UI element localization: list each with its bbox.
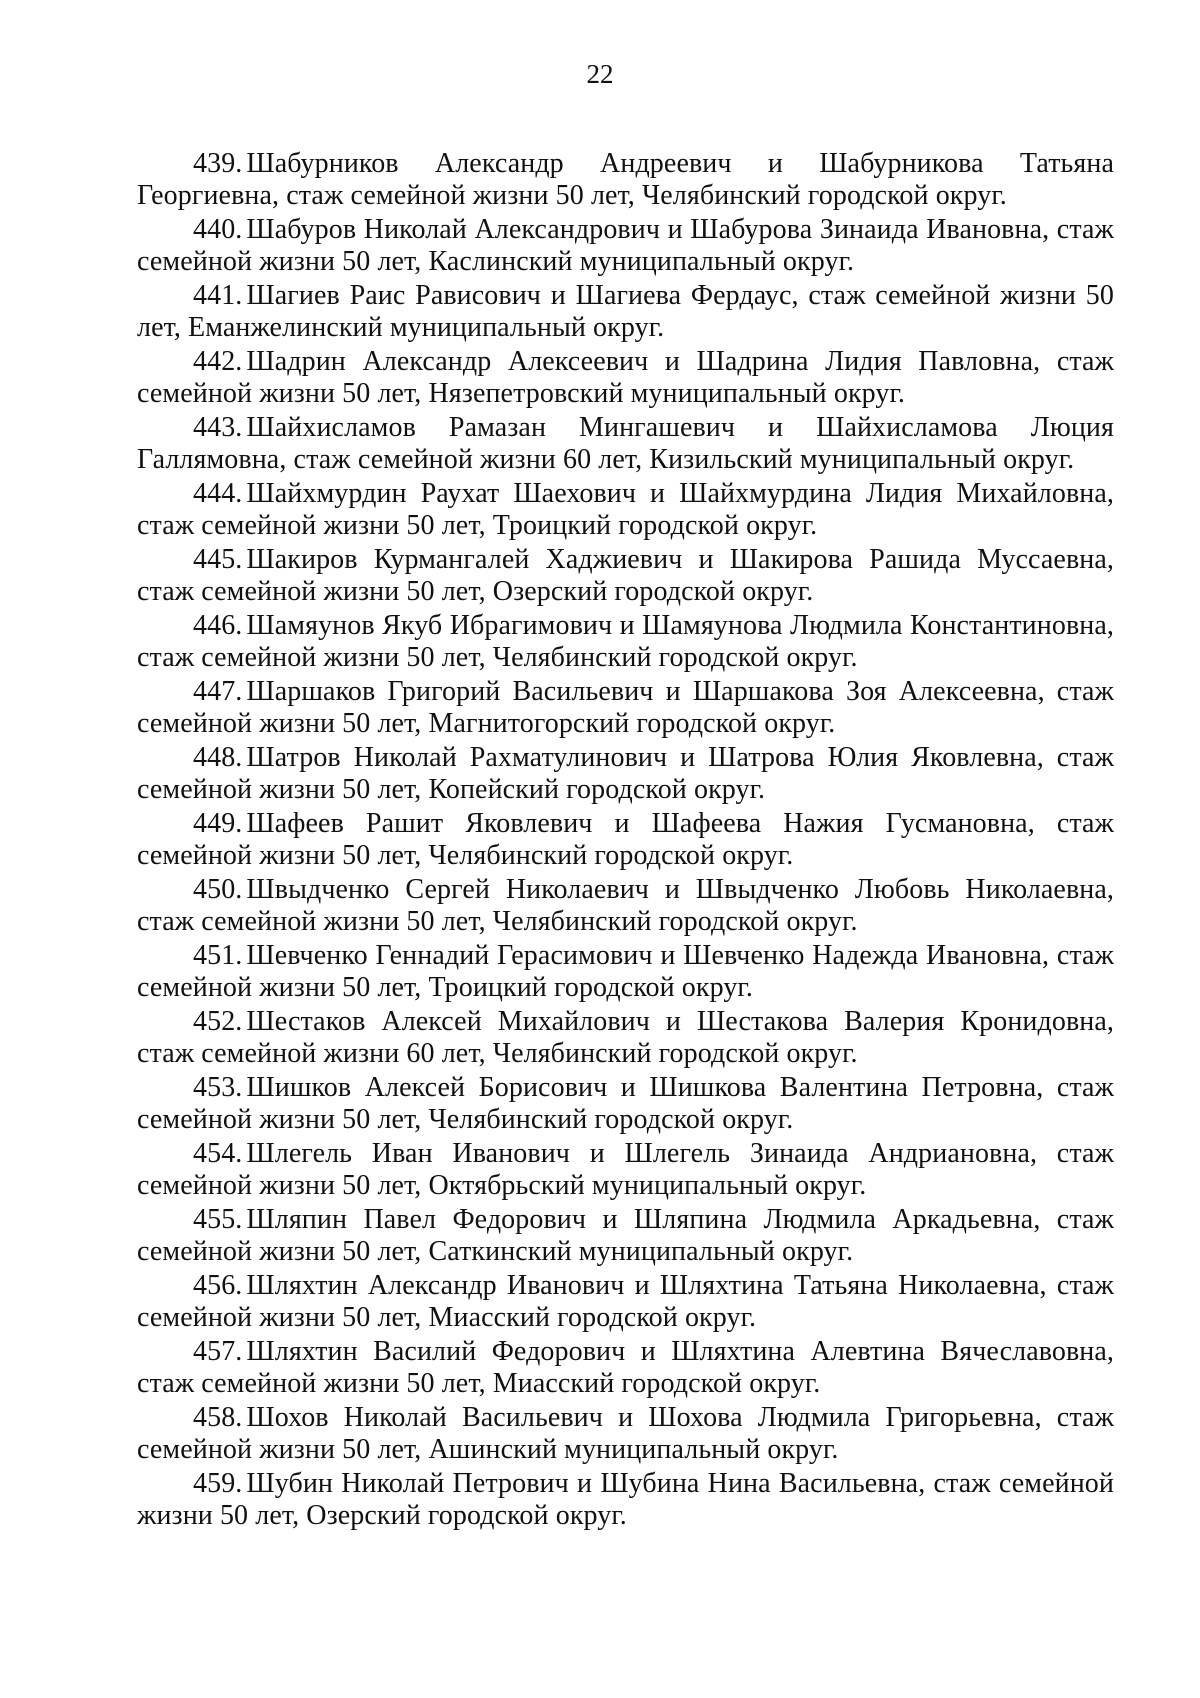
list-item (137, 676, 1114, 742)
entry-text: Швыдченко Сергей Николаевич и Швыдченко Любовь Николаевна, стаж семейной жизни 50 лет, Челябинский городской округ. (137, 874, 1114, 937)
list-item (137, 148, 1114, 214)
list-item (137, 1336, 1114, 1402)
list-item (137, 1072, 1114, 1138)
list-item (137, 1138, 1114, 1204)
entry-number: 444. (193, 478, 243, 509)
entry-number: 439. (193, 148, 243, 179)
entry-text: Шакиров Курмангалей Хаджиевич и Шакирова Рашида Муссаевна, стаж семейной жизни 50 лет, Озерский городской округ. (137, 544, 1114, 607)
list-item (137, 1270, 1114, 1336)
entry-number: 454. (193, 1138, 243, 1169)
entry-text: Шишков Алексей Борисович и Шишкова Валентина Петровна, стаж семейной жизни 50 лет, Челябинский городской округ. (137, 1072, 1114, 1135)
entry-number: 441. (193, 280, 243, 311)
entry-text: Шляпин Павел Федорович и Шляпина Людмила Аркадьевна, стаж семейной жизни 50 лет, Саткинский муниципальный округ. (137, 1204, 1114, 1267)
list-item (137, 940, 1114, 1006)
list-item (137, 1006, 1114, 1072)
entry-text: Шестаков Алексей Михайлович и Шестакова Валерия Кронидовна, стаж семейной жизни 60 лет, Челябинский городской округ. (137, 1006, 1114, 1069)
entry-text: Шабурников Александр Андреевич и Шабурникова Татьяна Георгиевна, стаж семейной жизни 50 лет, Челябинский городской округ. (137, 148, 1114, 211)
list-item (137, 544, 1114, 610)
page-number: 22 (586, 59, 614, 89)
entry-text: Шагиев Раис Рависович и Шагиева Фердаус, стаж семейной жизни 50 лет, Еманжелинский муниципальный округ. (137, 280, 1114, 343)
entry-number: 447. (193, 676, 243, 707)
entry-text: Шабуров Николай Александрович и Шабурова Зинаида Ивановна, стаж семейной жизни 50 лет, Каслинский муниципальный округ. (137, 214, 1114, 277)
entry-text: Шафеев Рашит Яковлевич и Шафеева Нажия Гусмановна, стаж семейной жизни 50 лет, Челябинский городской округ. (137, 808, 1114, 871)
entry-text: Шатров Николай Рахматулинович и Шатрова Юлия Яковлевна, стаж семейной жизни 50 лет, Копейский городской округ. (137, 742, 1114, 805)
entry-number: 459. (193, 1468, 243, 1499)
entry-number: 440. (193, 214, 243, 245)
list-item (137, 874, 1114, 940)
list-item (137, 280, 1114, 346)
entry-number: 453. (193, 1072, 243, 1103)
list-item (137, 346, 1114, 412)
entry-text: Шамяунов Якуб Ибрагимович и Шамяунова Людмила Константиновна, стаж семейной жизни 50 лет, Челябинский городской округ. (137, 610, 1114, 673)
list-item (137, 1468, 1114, 1534)
list-item (137, 412, 1114, 478)
entry-text: Шайхмурдин Раухат Шаехович и Шайхмурдина Лидия Михайловна, стаж семейной жизни 50 лет, Троицкий городской округ. (137, 478, 1114, 541)
entry-text: Шохов Николай Васильевич и Шохова Людмила Григорьевна, стаж семейной жизни 50 лет, Ашинский муниципальный округ. (137, 1402, 1114, 1465)
list-item (137, 742, 1114, 808)
list-item (137, 808, 1114, 874)
entry-number: 451. (193, 940, 243, 971)
entry-number: 452. (193, 1006, 243, 1037)
entry-text: Шайхисламов Рамазан Мингашевич и Шайхисламова Люция Галлямовна, стаж семейной жизни 60 лет, Кизильский муниципальный округ. (137, 412, 1114, 475)
entry-text: Шаршаков Григорий Васильевич и Шаршакова Зоя Алексеевна, стаж семейной жизни 50 лет, Магнитогорский городской округ. (137, 676, 1114, 739)
entry-number: 442. (193, 346, 243, 377)
entry-text: Шлегель Иван Иванович и Шлегель Зинаида Андриановна, стаж семейной жизни 50 лет, Октябрьский муниципальный округ. (137, 1138, 1114, 1201)
entry-number: 458. (193, 1402, 243, 1433)
entry-number: 446. (193, 610, 243, 641)
entry-number: 456. (193, 1270, 243, 1301)
entry-number: 443. (193, 412, 243, 443)
entry-number: 445. (193, 544, 243, 575)
list-item (137, 478, 1114, 544)
entry-number: 457. (193, 1336, 243, 1367)
entry-number: 449. (193, 808, 243, 839)
entry-number: 450. (193, 874, 243, 905)
entry-text: Шляхтин Александр Иванович и Шляхтина Татьяна Николаевна, стаж семейной жизни 50 лет, Миасский городской округ. (137, 1270, 1114, 1333)
entry-number: 455. (193, 1204, 243, 1235)
list-item (137, 610, 1114, 676)
entry-text: Шубин Николай Петрович и Шубина Нина Васильевна, стаж семейной жизни 50 лет, Озерский городской округ. (137, 1468, 1114, 1531)
entry-text: Шляхтин Василий Федорович и Шляхтина Алевтина Вячеславовна, стаж семейной жизни 50 лет, Миасский городской округ. (137, 1336, 1114, 1399)
entry-number: 448. (193, 742, 243, 773)
entry-text: Шевченко Геннадий Герасимович и Шевченко Надежда Ивановна, стаж семейной жизни 50 лет, Троицкий городской округ. (137, 940, 1114, 1003)
list-item (137, 1402, 1114, 1468)
list-item (137, 1204, 1114, 1270)
list-item (137, 214, 1114, 280)
entry-list (137, 148, 1114, 1534)
entry-text: Шадрин Александр Алексеевич и Шадрина Лидия Павловна, стаж семейной жизни 50 лет, Нязепетровский муниципальный округ. (137, 346, 1114, 409)
